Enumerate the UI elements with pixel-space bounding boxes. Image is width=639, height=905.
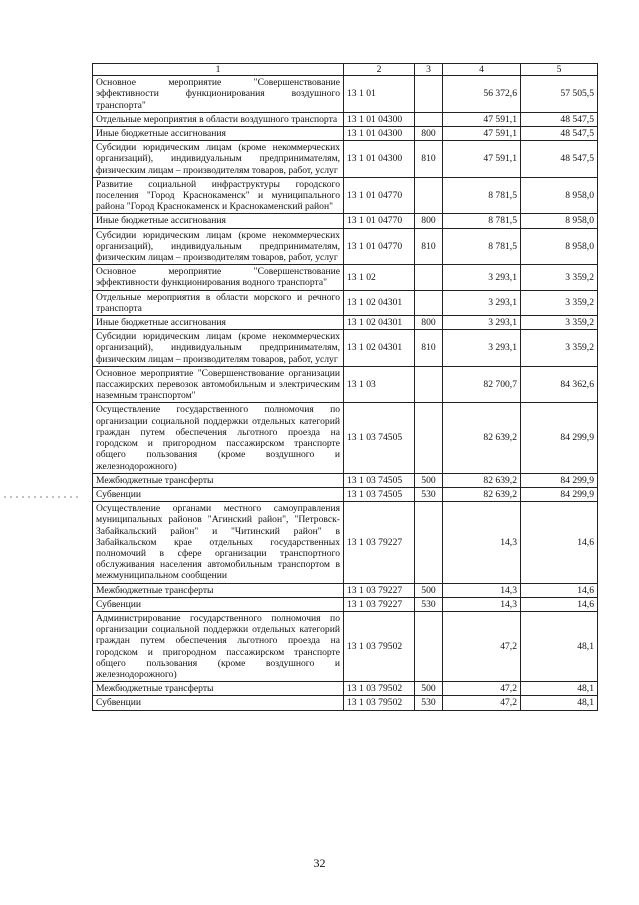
row-value-2024-cell: 48 547,5 <box>521 127 598 141</box>
row-code-cell: 13 1 01 04770 <box>344 214 415 228</box>
row-value-2024-cell: 3 359,2 <box>521 330 598 367</box>
row-type-cell: 800 <box>415 127 443 141</box>
table-row <box>93 487 598 501</box>
table-row <box>93 366 598 403</box>
table-row <box>93 76 598 113</box>
row-value-2023-cell: 82 700,7 <box>443 366 521 403</box>
row-value-2024-cell: 84 299,9 <box>521 403 598 473</box>
row-value-2024-cell: 3 359,2 <box>521 316 598 330</box>
row-name-cell: Отдельные мероприятия в области морского и речного транспорта <box>93 290 344 315</box>
row-type-cell <box>415 502 443 583</box>
row-name-cell: Развитие социальной инфраструктуры городского поселения "Город Краснокаменск" и муниципального района "Город Краснокаменск и Краснокаменский район" <box>93 177 344 214</box>
row-type-cell: 800 <box>415 316 443 330</box>
table-row <box>93 141 598 178</box>
row-value-2023-cell: 47,2 <box>443 682 521 696</box>
row-value-2023-cell: 8 781,5 <box>443 177 521 214</box>
table-row <box>93 290 598 315</box>
table-row <box>93 403 598 473</box>
row-type-cell <box>415 76 443 113</box>
row-code-cell: 13 1 01 04770 <box>344 228 415 265</box>
row-code-cell: 13 1 03 74505 <box>344 473 415 487</box>
row-value-2023-cell: 82 639,2 <box>443 403 521 473</box>
table-row <box>93 583 598 597</box>
table-row <box>93 611 598 681</box>
row-code-cell: 13 1 01 04300 <box>344 141 415 178</box>
row-type-cell <box>415 611 443 681</box>
row-type-cell <box>415 290 443 315</box>
row-value-2024-cell: 14,6 <box>521 597 598 611</box>
row-type-cell: 500 <box>415 583 443 597</box>
row-value-2024-cell: 84 362,6 <box>521 366 598 403</box>
row-value-2023-cell: 3 293,1 <box>443 330 521 367</box>
row-name-cell: Отдельные мероприятия в области воздушного транспорта <box>93 112 344 126</box>
row-code-cell: 13 1 03 79227 <box>344 583 415 597</box>
row-value-2023-cell: 3 293,1 <box>443 265 521 290</box>
row-name-cell: Субсидии юридическим лицам (кроме некоммерческих организаций), индивидуальным предпринимателям, физическим лицам – производителям товаров, работ, услуг <box>93 141 344 178</box>
column-header: 1 <box>93 64 344 76</box>
row-code-cell: 13 1 03 79502 <box>344 682 415 696</box>
row-name-cell: Субвенции <box>93 487 344 501</box>
row-code-cell: 13 1 02 04301 <box>344 290 415 315</box>
row-name-cell: Субсидии юридическим лицам (кроме некоммерческих организаций), индивидуальным предпринимателям, физическим лицам – производителям товаров, работ, услуг <box>93 228 344 265</box>
row-type-cell: 500 <box>415 682 443 696</box>
row-value-2024-cell: 14,6 <box>521 583 598 597</box>
row-name-cell: Осуществление органами местного самоуправления муниципальных районов "Агинский район", "Петровск-Забайкальский район" и "Читинский район" в Забайкальском крае отдельных государственных полномочий в сфере организации транспортного обслуживания населения автомобильным транспортом в межмуниципальном сообщении <box>93 502 344 583</box>
row-value-2024-cell: 48 547,5 <box>521 141 598 178</box>
row-code-cell: 13 1 01 <box>344 76 415 113</box>
row-value-2023-cell: 3 293,1 <box>443 290 521 315</box>
row-name-cell: Иные бюджетные ассигнования <box>93 316 344 330</box>
row-code-cell: 13 1 03 74505 <box>344 403 415 473</box>
row-type-cell: 810 <box>415 141 443 178</box>
row-code-cell: 13 1 01 04300 <box>344 112 415 126</box>
row-name-cell: Межбюджетные трансферты <box>93 473 344 487</box>
table-row <box>93 682 598 696</box>
table-row <box>93 127 598 141</box>
row-code-cell: 13 1 03 79502 <box>344 696 415 710</box>
table-row <box>93 177 598 214</box>
table-row <box>93 316 598 330</box>
row-value-2024-cell: 48 547,5 <box>521 112 598 126</box>
row-name-cell: Осуществление государственного полномочия по организации социальной поддержки отдельных категорий граждан путем обеспечения льготного проезда на городском и пригородном пассажирском транспорте общего пользования (кроме воздушного и железнодорожного) <box>93 403 344 473</box>
row-value-2024-cell: 48,1 <box>521 611 598 681</box>
row-value-2024-cell: 84 299,9 <box>521 473 598 487</box>
table-row <box>93 112 598 126</box>
row-value-2023-cell: 3 293,1 <box>443 316 521 330</box>
row-code-cell: 13 1 03 79227 <box>344 597 415 611</box>
row-value-2023-cell: 14,3 <box>443 597 521 611</box>
table-row <box>93 597 598 611</box>
row-name-cell: Субсидии юридическим лицам (кроме некоммерческих организаций), индивидуальным предпринимателям, физическим лицам – производителям товаров, работ, услуг <box>93 330 344 367</box>
row-value-2023-cell: 47,2 <box>443 611 521 681</box>
row-type-cell: 530 <box>415 696 443 710</box>
column-header: 5 <box>521 64 598 76</box>
row-value-2023-cell: 47 591,1 <box>443 127 521 141</box>
row-name-cell: Иные бюджетные ассигнования <box>93 127 344 141</box>
row-value-2024-cell: 8 958,0 <box>521 228 598 265</box>
row-value-2024-cell: 84 299,9 <box>521 487 598 501</box>
row-value-2023-cell: 47 591,1 <box>443 112 521 126</box>
row-value-2023-cell: 82 639,2 <box>443 473 521 487</box>
row-code-cell: 13 1 02 <box>344 265 415 290</box>
row-value-2023-cell: 56 372,6 <box>443 76 521 113</box>
column-header: 4 <box>443 64 521 76</box>
row-type-cell <box>415 265 443 290</box>
row-type-cell <box>415 177 443 214</box>
row-value-2024-cell: 3 359,2 <box>521 290 598 315</box>
table-row <box>93 696 598 710</box>
table-row <box>93 330 598 367</box>
row-code-cell: 13 1 03 79502 <box>344 611 415 681</box>
row-type-cell: 530 <box>415 487 443 501</box>
row-type-cell: 810 <box>415 228 443 265</box>
row-code-cell: 13 1 02 04301 <box>344 316 415 330</box>
row-value-2024-cell: 57 505,5 <box>521 76 598 113</box>
row-code-cell: 13 1 01 04300 <box>344 127 415 141</box>
page-number: 32 <box>313 856 326 870</box>
row-name-cell: Иные бюджетные ассигнования <box>93 214 344 228</box>
row-value-2023-cell: 47,2 <box>443 696 521 710</box>
row-code-cell: 13 1 03 79227 <box>344 502 415 583</box>
table-row <box>93 228 598 265</box>
row-type-cell: 500 <box>415 473 443 487</box>
row-value-2024-cell: 8 958,0 <box>521 214 598 228</box>
row-value-2023-cell: 14,3 <box>443 502 521 583</box>
column-header: 2 <box>344 64 415 76</box>
column-header: 3 <box>415 64 443 76</box>
row-name-cell: Субвенции <box>93 597 344 611</box>
row-name-cell: Межбюджетные трансферты <box>93 583 344 597</box>
row-type-cell <box>415 366 443 403</box>
budget-table <box>92 63 598 711</box>
row-value-2023-cell: 47 591,1 <box>443 141 521 178</box>
row-code-cell: 13 1 03 74505 <box>344 487 415 501</box>
row-value-2024-cell: 48,1 <box>521 696 598 710</box>
row-name-cell: Основное мероприятие "Совершенствование эффективности функционирования водного транспорта" <box>93 265 344 290</box>
row-name-cell: Администрирование государственного полномочия по организации социальной поддержки отдельных категорий граждан путем обеспечения льготного проезда на городском и пригородном пассажирском транспорте общего пользования (кроме воздушного и железнодорожного) <box>93 611 344 681</box>
row-type-cell <box>415 112 443 126</box>
row-name-cell: Межбюджетные трансферты <box>93 682 344 696</box>
row-name-cell: Основное мероприятие "Совершенствование организации пассажирских перевозок автомобильным и электрическим наземным транспортом" <box>93 366 344 403</box>
row-type-cell: 800 <box>415 214 443 228</box>
row-code-cell: 13 1 02 04301 <box>344 330 415 367</box>
row-value-2024-cell: 14,6 <box>521 502 598 583</box>
row-name-cell: Основное мероприятие "Совершенствование эффективности функционирования воздушного транспорта" <box>93 76 344 113</box>
row-name-cell: Субвенции <box>93 696 344 710</box>
row-code-cell: 13 1 03 <box>344 366 415 403</box>
table-row <box>93 502 598 583</box>
table-row <box>93 473 598 487</box>
table-row <box>93 265 598 290</box>
row-type-cell: 810 <box>415 330 443 367</box>
row-value-2023-cell: 14,3 <box>443 583 521 597</box>
column-number-row <box>93 64 598 76</box>
row-value-2023-cell: 82 639,2 <box>443 487 521 501</box>
row-value-2024-cell: 48,1 <box>521 682 598 696</box>
row-value-2023-cell: 8 781,5 <box>443 214 521 228</box>
row-type-cell: 530 <box>415 597 443 611</box>
table-row <box>93 214 598 228</box>
row-value-2024-cell: 3 359,2 <box>521 265 598 290</box>
margin-dotted-mark <box>2 496 80 498</box>
row-type-cell <box>415 403 443 473</box>
row-code-cell: 13 1 01 04770 <box>344 177 415 214</box>
row-value-2023-cell: 8 781,5 <box>443 228 521 265</box>
row-value-2024-cell: 8 958,0 <box>521 177 598 214</box>
